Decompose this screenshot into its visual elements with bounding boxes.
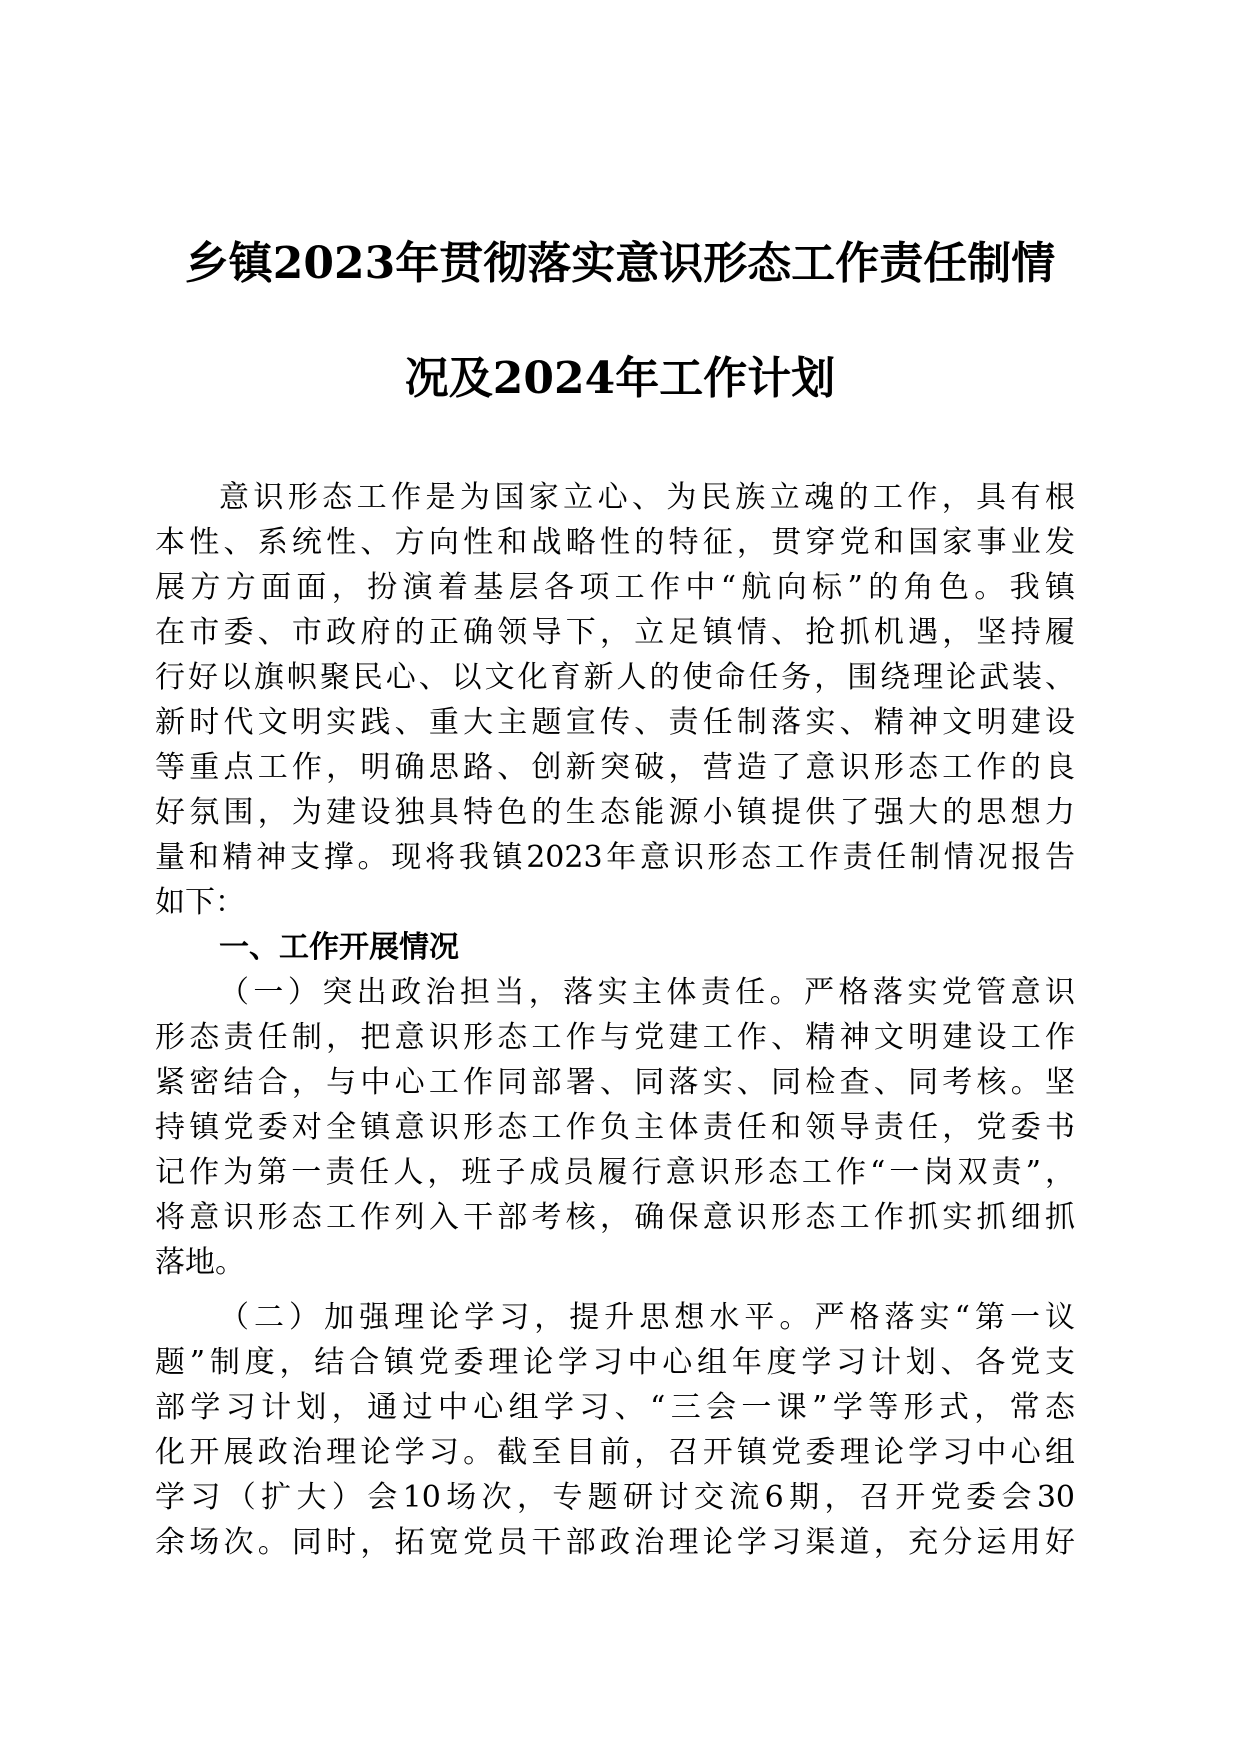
text-line: 题”制度，结合镇党委理论学习中心组年度学习计划、各党支 xyxy=(155,1345,1075,1380)
text-line: 余场次。同时，拓宽党员干部政治理论学习渠道，充分运用好 xyxy=(155,1525,1075,1560)
text-line: 展方方面面，扮演着基层各项工作中“航向标”的角色。我镇 xyxy=(155,570,1075,605)
text-line: 记作为第一责任人，班子成员履行意识形态工作“一岗双责”， xyxy=(155,1155,1075,1190)
text-line: 在市委、市政府的正确领导下，立足镇情、抢抓机遇，坚持履 xyxy=(155,615,1075,650)
text-line: 落地。 xyxy=(155,1245,245,1280)
text-line: 等重点工作，明确思路、创新突破，营造了意识形态工作的良 xyxy=(155,750,1075,785)
text-line: 部学习计划，通过中心组学习、“三会一课”学等形式，常态 xyxy=(155,1390,1075,1425)
text-line: 学习（扩大）会10场次，专题研讨交流6期，召开党委会30 xyxy=(155,1480,1075,1515)
section-heading: 一、工作开展情况 xyxy=(219,930,459,965)
text-line: 本性、系统性、方向性和战略性的特征，贯穿党和国家事业发 xyxy=(155,525,1075,560)
text-line: 行好以旗帜聚民心、以文化育新人的使命任务，围绕理论武装、 xyxy=(155,660,1075,695)
text-line: 将意识形态工作列入干部考核，确保意识形态工作抓实抓细抓 xyxy=(155,1200,1075,1235)
paragraph-gap xyxy=(155,1285,1075,1295)
text-line: 紧密结合，与中心工作同部署、同落实、同检查、同考核。坚 xyxy=(155,1065,1075,1100)
text-line: （二）加强理论学习，提升思想水平。严格落实“第一议 xyxy=(219,1300,1075,1335)
paragraph-1 xyxy=(155,970,1075,1285)
text-line: 如下： xyxy=(155,885,245,920)
text-line: 形态责任制，把意识形态工作与党建工作、精神文明建设工作 xyxy=(155,1020,1075,1055)
text-line: 持镇党委对全镇意识形态工作负主体责任和领导责任，党委书 xyxy=(155,1110,1075,1145)
text-line: 意识形态工作是为国家立心、为民族立魂的工作，具有根 xyxy=(219,480,1075,515)
document-title-line-2: 况及2024年工作计划 xyxy=(404,353,836,404)
document-title-line-1: 乡镇2023年贯彻落实意识形态工作责任制情 xyxy=(184,238,1056,289)
text-line: 化开展政治理论学习。截至目前，召开镇党委理论学习中心组 xyxy=(155,1435,1075,1470)
intro-paragraph xyxy=(155,475,1075,925)
document-body xyxy=(155,475,1075,1565)
text-line: 新时代文明实践、重大主题宣传、责任制落实、精神文明建设 xyxy=(155,705,1075,740)
text-line: 好氛围，为建设独具特色的生态能源小镇提供了强大的思想力 xyxy=(155,795,1075,830)
text-line: 量和精神支撑。现将我镇2023年意识形态工作责任制情况报告 xyxy=(155,840,1075,875)
paragraph-2 xyxy=(155,1295,1075,1565)
text-line: （一）突出政治担当，落实主体责任。严格落实党管意识 xyxy=(219,975,1075,1010)
